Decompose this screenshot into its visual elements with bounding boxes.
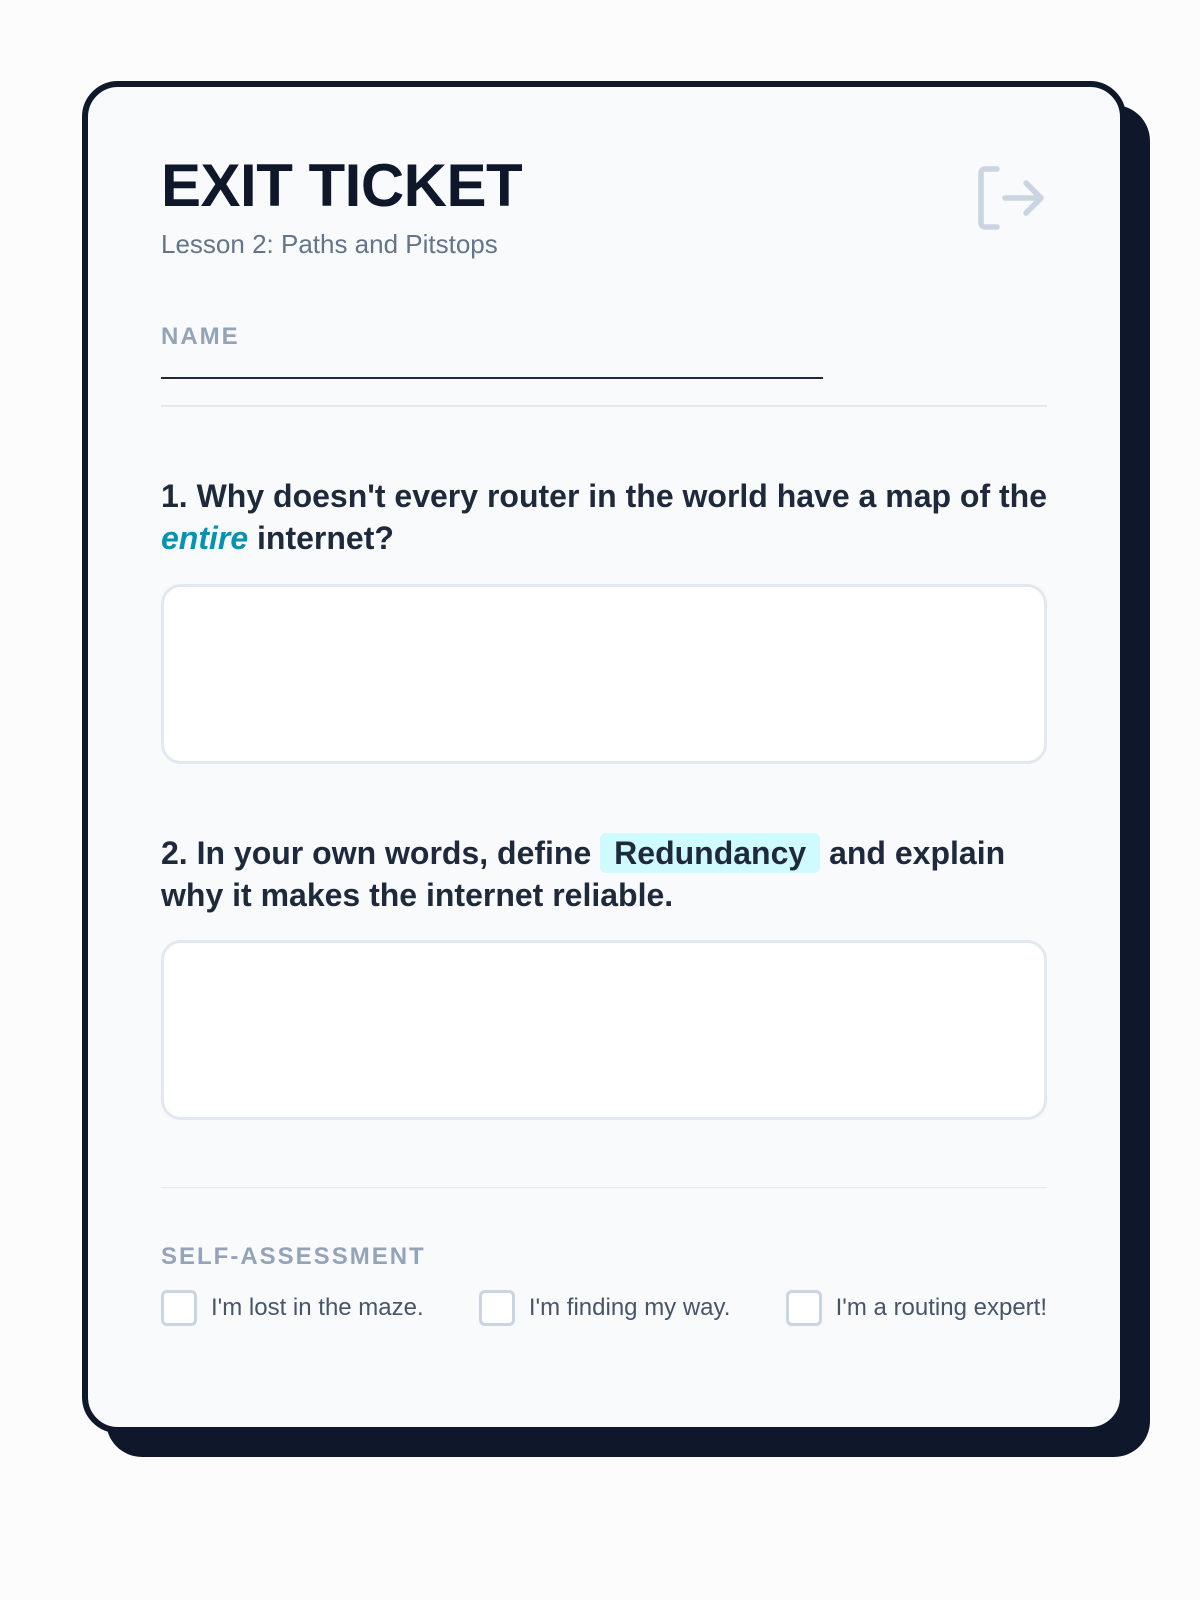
question-1-emphasis: entire	[161, 520, 249, 556]
exit-icon	[975, 163, 1047, 235]
name-label: NAME	[161, 323, 240, 350]
answer-box-2[interactable]	[161, 940, 1047, 1120]
checkbox[interactable]	[479, 1290, 515, 1326]
self-assessment-label: SELF-ASSESSMENT	[161, 1243, 426, 1270]
question-1-text: Why doesn't every router in the world have a map of the	[196, 478, 1048, 514]
divider	[161, 1187, 1047, 1188]
option-label: I'm finding my way.	[528, 1294, 731, 1321]
checkbox[interactable]	[161, 1290, 197, 1326]
answer-box-1[interactable]	[161, 584, 1047, 764]
question-2-text-end: and explain why it makes the internet reliable.	[161, 835, 1006, 913]
page-title: EXIT TICKET	[161, 152, 523, 219]
checkbox[interactable]	[786, 1290, 822, 1326]
card-content	[161, 87, 1047, 1427]
option-lost[interactable]	[161, 1290, 424, 1326]
question-1	[161, 475, 1047, 559]
question-2-number: 2.	[161, 835, 188, 871]
lesson-subtitle: Lesson 2: Paths and Pitstops	[161, 229, 498, 259]
question-2-text: In your own words, define	[196, 835, 592, 871]
redundancy-highlight: Redundancy	[600, 833, 820, 873]
exit-ticket-card	[82, 81, 1126, 1433]
option-routing-expert[interactable]	[786, 1290, 1047, 1326]
name-field[interactable]	[161, 377, 823, 379]
option-label: I'm a routing expert!	[835, 1294, 1047, 1321]
question-2	[161, 832, 1047, 916]
question-1-number: 1.	[161, 478, 188, 514]
self-assessment-options	[161, 1290, 1047, 1326]
option-label: I'm lost in the maze.	[211, 1294, 424, 1321]
option-finding-way[interactable]	[479, 1290, 731, 1326]
question-1-text-end: internet?	[257, 520, 394, 556]
divider	[161, 405, 1047, 407]
